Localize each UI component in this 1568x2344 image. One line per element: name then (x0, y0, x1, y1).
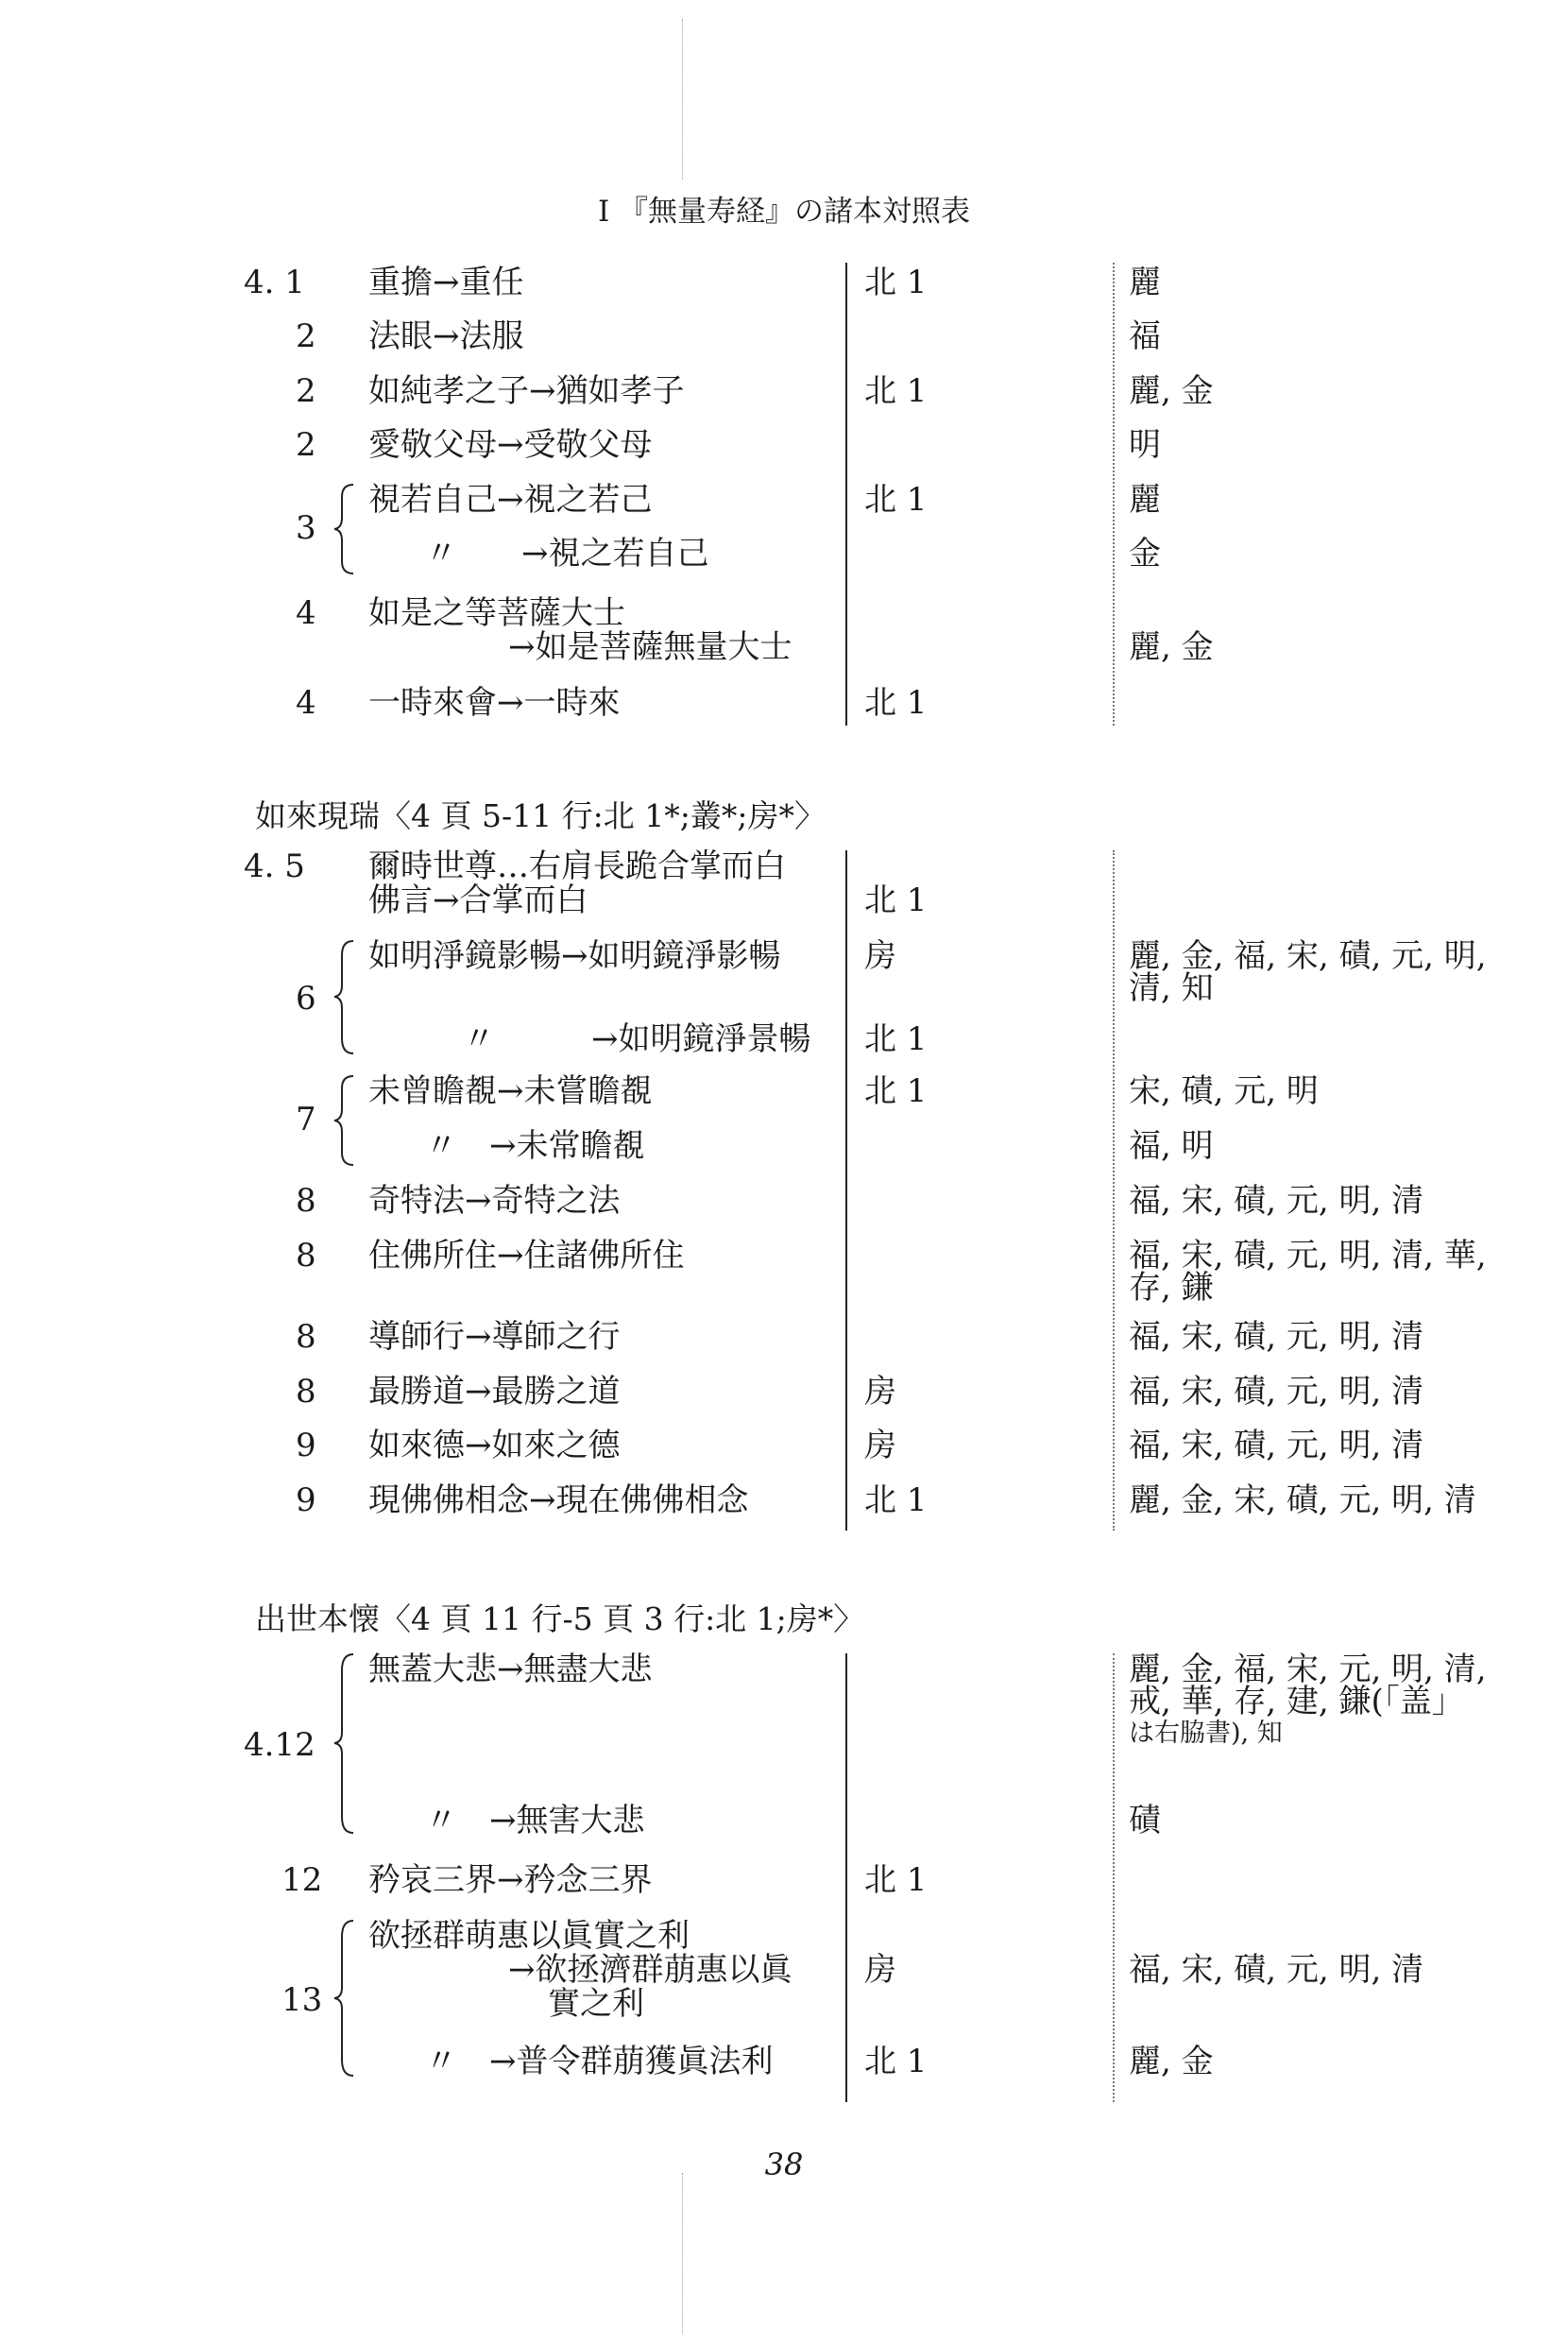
table-row (0, 847, 1568, 919)
variant-reading: 如純孝之子→猶如孝子 (368, 372, 685, 410)
variant-reading: 如是之等菩薩大士 (368, 594, 625, 632)
table-row (0, 1072, 1568, 1165)
table-row (0, 317, 1568, 355)
gutter-line-bottom (682, 2173, 683, 2334)
table-row (0, 1318, 1568, 1356)
line-number: 8 (296, 1373, 316, 1411)
source-column: 房 (864, 1951, 896, 1989)
variant-reading: 重擔→重任 (368, 264, 524, 301)
line-number: 4.12 (244, 1726, 315, 1764)
line-number: 4 (296, 594, 316, 632)
variant-reading: 導師行→導師之行 (368, 1318, 621, 1356)
line-number: 3 (296, 509, 316, 547)
editions-column: 福, 宋, 磧, 元, 明, 清 (1129, 1182, 1424, 1220)
variant-reading: →欲拯濟群萠惠以眞 (508, 1951, 793, 1989)
source-column: 北 1 (864, 372, 928, 410)
source-column: 北 1 (864, 1020, 928, 1058)
variant-reading: →如是菩薩無量大士 (508, 628, 793, 666)
line-number: 4. 1 (244, 264, 305, 301)
source-column: 房 (864, 1373, 896, 1411)
table-row (0, 1237, 1568, 1307)
page-number: 38 (764, 2147, 804, 2182)
editions-column: 福, 宋, 磧, 元, 明, 清, 華, (1129, 1237, 1487, 1275)
table-row (0, 594, 1568, 666)
editions-column: 麗, 金 (1129, 628, 1214, 666)
brace-icon (331, 482, 359, 576)
variant-reading: 未曾瞻覩→未嘗瞻覩 (368, 1072, 653, 1110)
line-number: 6 (296, 980, 316, 1018)
line-number: 2 (296, 426, 316, 464)
line-number: 7 (296, 1101, 316, 1138)
variant-reading: 現佛佛相念→現在佛佛相念 (368, 1481, 749, 1519)
editions-column: 存, 鎌 (1129, 1269, 1214, 1307)
line-number: 8 (296, 1182, 316, 1220)
line-number: 2 (296, 317, 316, 355)
variant-reading: 住佛所住→住諸佛所住 (368, 1237, 685, 1275)
column-rule-2 (1113, 263, 1115, 726)
editions-column: 福, 宋, 磧, 元, 明, 清 (1129, 1951, 1424, 1989)
table-row (0, 1481, 1568, 1519)
source-column: 房 (864, 937, 896, 975)
column-rule-5 (845, 1653, 847, 2102)
table-row (0, 937, 1568, 1058)
variant-reading: 欲拯群萌惠以眞實之利 (368, 1917, 690, 1955)
variant-reading: 奇特法→奇特之法 (368, 1182, 621, 1220)
source-column: 北 1 (864, 264, 928, 301)
source-column: 北 1 (864, 684, 928, 722)
brace-icon (331, 1651, 359, 1836)
variant-reading: 〃 →如明鏡淨景暢 (463, 1020, 811, 1058)
section-heading: 出世本懐〈4 頁 11 行-5 頁 3 行:北 1;房*〉 (255, 1600, 865, 1637)
editions-column: 清, 知 (1129, 969, 1214, 1007)
column-rule-3 (845, 850, 847, 1531)
table-row (0, 1651, 1568, 1839)
table-row (0, 684, 1568, 722)
brace-icon (331, 1073, 359, 1168)
brace-icon (331, 938, 359, 1056)
editions-column: 麗, 金, 宋, 磧, 元, 明, 清 (1129, 1481, 1476, 1519)
editions-column: 麗, 金, 福, 宋, 元, 明, 清, (1129, 1651, 1487, 1688)
table-row (0, 1861, 1568, 1899)
variant-reading: 視若自己→視之若己 (368, 481, 653, 519)
editions-column: 宋, 磧, 元, 明 (1129, 1072, 1319, 1110)
variant-reading: 法眼→法服 (368, 317, 524, 355)
source-column: 北 1 (864, 1481, 928, 1519)
line-number: 8 (296, 1237, 316, 1275)
editions-column: 金 (1129, 535, 1161, 573)
variant-reading: 最勝道→最勝之道 (368, 1373, 621, 1411)
editions-column: 麗, 金 (1129, 2043, 1214, 2080)
editions-column: 麗 (1129, 481, 1161, 519)
table-row (0, 1373, 1568, 1411)
editions-column: 福, 宋, 磧, 元, 明, 清 (1129, 1373, 1424, 1411)
column-rule-6 (1113, 1653, 1115, 2102)
brace-icon (331, 1918, 359, 2079)
table-row (0, 372, 1568, 410)
variant-reading: 〃 →普令群萠獲眞法利 (425, 2043, 774, 2080)
line-number: 13 (281, 1981, 323, 2019)
source-column: 北 1 (864, 2043, 928, 2080)
table-row (0, 1182, 1568, 1220)
source-column: 北 1 (864, 1072, 928, 1110)
variant-reading: 佛言→合掌而白 (368, 881, 588, 919)
variant-reading: 如來德→如來之德 (368, 1427, 621, 1464)
variant-reading: 〃 →未常瞻覩 (425, 1127, 645, 1165)
variant-reading: 實之利 (548, 1985, 644, 2023)
line-number: 2 (296, 372, 316, 410)
variant-reading: 爾時世尊…右肩長跪合掌而白 (368, 847, 786, 885)
table-row (0, 481, 1568, 573)
editions-column: 福, 宋, 磧, 元, 明, 清 (1129, 1318, 1424, 1356)
line-number: 4. 5 (244, 847, 305, 885)
section-heading: 如來現瑞〈4 頁 5-11 行:北 1*;叢*;房*〉 (255, 797, 826, 834)
editions-column: 戒, 華, 存, 建, 鎌(「盖」 (1129, 1683, 1464, 1720)
source-column: 北 1 (864, 1861, 928, 1899)
line-number: 8 (296, 1318, 316, 1356)
variant-reading: 如明淨鏡影暢→如明鏡淨影暢 (368, 937, 781, 975)
column-rule-4 (1113, 850, 1115, 1531)
editions-column: は右脇書), 知 (1129, 1719, 1283, 1748)
source-column: 北 1 (864, 881, 928, 919)
table-row (0, 1427, 1568, 1464)
editions-column: 麗 (1129, 264, 1161, 301)
editions-column: 麗, 金, 福, 宋, 磧, 元, 明, (1129, 937, 1487, 975)
editions-column: 福, 明 (1129, 1127, 1214, 1165)
variant-reading: 無蓋大悲→無盡大悲 (368, 1651, 653, 1688)
line-number: 4 (296, 684, 316, 722)
variant-reading: 愛敬父母→受敬父母 (368, 426, 653, 464)
running-header: I 『無量寿経』の諸本対照表 (597, 195, 971, 229)
column-rule-1 (845, 263, 847, 726)
variant-reading: 矜哀三界→矜念三界 (368, 1861, 653, 1899)
variant-reading: 一時來會→一時來 (368, 684, 621, 722)
table-row (0, 1917, 1568, 2080)
editions-column: 福 (1129, 317, 1161, 355)
line-number: 12 (281, 1861, 323, 1899)
line-number: 9 (296, 1427, 316, 1464)
editions-column: 福, 宋, 磧, 元, 明, 清 (1129, 1427, 1424, 1464)
editions-column: 磧 (1129, 1802, 1161, 1839)
source-column: 北 1 (864, 481, 928, 519)
table-row (0, 426, 1568, 464)
line-number: 9 (296, 1481, 316, 1519)
source-column: 房 (864, 1427, 896, 1464)
editions-column: 麗, 金 (1129, 372, 1214, 410)
variant-reading: 〃 →視之若自己 (425, 535, 709, 573)
variant-reading: 〃 →無害大悲 (425, 1802, 645, 1839)
editions-column: 明 (1129, 426, 1161, 464)
gutter-line-top (682, 19, 683, 180)
